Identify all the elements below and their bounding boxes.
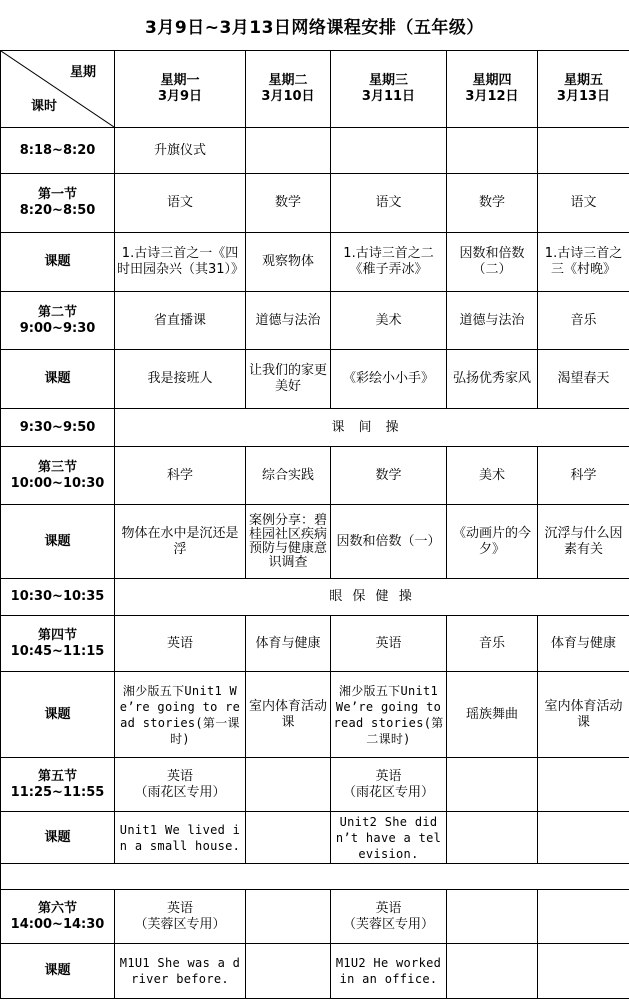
- topic-cell: 室内体育活动课: [538, 672, 629, 758]
- subject-cell: [331, 890, 447, 944]
- subject-cell: 省直播课: [115, 292, 246, 350]
- schedule-table: [0, 50, 629, 999]
- topic-cell: Unit2 She didn’t have a television.: [331, 812, 447, 864]
- day-date: 3月9日: [157, 89, 203, 104]
- subject-cell: 数学: [246, 174, 331, 233]
- period-time: 10:00~10:30: [10, 475, 105, 491]
- day-date: 3月12日: [465, 89, 519, 104]
- district-note: （芙蓉区专用）: [134, 916, 226, 932]
- period-2-topic-row: [1, 350, 629, 409]
- topic-cell: 让我们的家更美好: [246, 350, 331, 409]
- day-date: 3月13日: [556, 89, 611, 104]
- subject-cell: 科学: [538, 447, 629, 505]
- empty-cell: [331, 128, 447, 174]
- period-2-label: [1, 292, 115, 350]
- period-6-label: [1, 890, 115, 944]
- period-5-row: [1, 758, 629, 812]
- break-time: 10:30~10:35: [1, 579, 115, 616]
- empty-cell: [538, 758, 629, 812]
- topic-label: 课题: [1, 505, 115, 579]
- topic-cell: 因数和倍数（二）: [447, 233, 538, 292]
- subject-cell: 体育与健康: [246, 616, 331, 672]
- period-6-row: [1, 890, 629, 944]
- subject-name: 英语: [375, 900, 402, 916]
- day-header-fri: [538, 51, 629, 128]
- corner-cell: [1, 51, 115, 128]
- topic-cell: 观察物体: [246, 233, 331, 292]
- topic-label: 课题: [1, 672, 115, 758]
- period-3-topic-row: [1, 505, 629, 579]
- topic-cell: M1U1 She was a driver before.: [115, 944, 246, 999]
- period-4-label: [1, 616, 115, 672]
- period-name: 第六节: [37, 900, 77, 916]
- empty-cell: [538, 944, 629, 999]
- empty-cell: [1, 864, 629, 890]
- subject-cell: [115, 758, 246, 812]
- period-4-topic-row: [1, 672, 629, 758]
- day-name: 星期一: [160, 73, 200, 88]
- subject-cell: 英语: [331, 616, 447, 672]
- break-time: 9:30~9:50: [1, 409, 115, 447]
- day-header-wed: [331, 51, 447, 128]
- topic-cell: 沉浮与什么因素有关: [538, 505, 629, 579]
- period-5-label: [1, 758, 115, 812]
- subject-cell: 道德与法治: [246, 292, 331, 350]
- subject-cell: 语文: [331, 174, 447, 233]
- topic-cell: 1.古诗三首之二《稚子弄冰》: [331, 233, 447, 292]
- subject-cell: 美术: [331, 292, 447, 350]
- empty-cell: [246, 758, 331, 812]
- topic-cell: 湘少版五下Unit1 We’re going to read stories(第二课时): [331, 672, 447, 758]
- empty-cell: [538, 890, 629, 944]
- subject-cell: 道德与法治: [447, 292, 538, 350]
- morning-row: [1, 128, 629, 174]
- topic-cell: 我是接班人: [115, 350, 246, 409]
- page-title: 3月9日~3月13日网络课程安排（五年级）: [145, 17, 484, 38]
- day-name: 星期五: [563, 73, 603, 88]
- empty-cell: [447, 812, 538, 864]
- topic-cell: 湘少版五下Unit1 We’re going to read stories(第一课时): [115, 672, 246, 758]
- topic-cell: 1.古诗三首之三《村晚》: [538, 233, 629, 292]
- spacer-row: [1, 864, 629, 890]
- period-1-row: [1, 174, 629, 233]
- subject-cell: 综合实践: [246, 447, 331, 505]
- break-text: 课间操: [115, 409, 629, 447]
- subject-cell: [115, 890, 246, 944]
- subject-name: 英语: [375, 768, 402, 784]
- day-header-tue: [246, 51, 331, 128]
- break-row: [1, 409, 629, 447]
- diagonal-divider: [1, 51, 114, 127]
- district-note: （雨花区专用）: [134, 784, 226, 800]
- morning-time: 8:18~8:20: [1, 128, 115, 174]
- day-date: 3月11日: [361, 89, 416, 104]
- header-row: [1, 51, 629, 128]
- period-time: 10:45~11:15: [10, 643, 105, 659]
- topic-label: 课题: [1, 233, 115, 292]
- subject-name: 英语: [166, 768, 193, 784]
- topic-cell: 《彩绘小小手》: [331, 350, 447, 409]
- topic-cell: 瑶族舞曲: [447, 672, 538, 758]
- corner-period-label: 课时: [31, 99, 58, 114]
- day-header-mon: [115, 51, 246, 128]
- period-1-topic-row: [1, 233, 629, 292]
- subject-cell: 科学: [115, 447, 246, 505]
- day-name: 星期三: [368, 73, 408, 88]
- period-time: 8:20~8:50: [19, 203, 96, 218]
- day-name: 星期二: [268, 73, 308, 88]
- period-name: 第二节: [37, 304, 77, 320]
- district-note: （雨花区专用）: [342, 784, 434, 800]
- topic-cell: M1U2 He worked in an office.: [331, 944, 447, 999]
- topic-cell: 1.古诗三首之一《四时田园杂兴（其31）》: [115, 233, 246, 292]
- empty-cell: [246, 890, 331, 944]
- day-header-thu: [447, 51, 538, 128]
- subject-cell: 语文: [538, 174, 629, 233]
- period-1-label: [1, 174, 115, 233]
- period-name: 第一节: [37, 187, 77, 202]
- period-name: 第四节: [37, 627, 77, 643]
- period-3-label: [1, 447, 115, 505]
- subject-cell: 数学: [331, 447, 447, 505]
- subject-cell: [331, 758, 447, 812]
- empty-cell: [447, 890, 538, 944]
- subject-cell: 数学: [447, 174, 538, 233]
- topic-cell: 因数和倍数（一）: [331, 505, 447, 579]
- topic-cell: Unit1 We lived in a small house.: [115, 812, 246, 864]
- period-time: 14:00~14:30: [10, 916, 105, 932]
- empty-cell: [246, 944, 331, 999]
- topic-cell: 案例分享：碧桂园社区疾病预防与健康意识调查: [246, 505, 331, 579]
- subject-cell: 英语: [115, 616, 246, 672]
- topic-cell: 渴望春天: [538, 350, 629, 409]
- topic-label: 课题: [1, 350, 115, 409]
- topic-cell: 弘扬优秀家风: [447, 350, 538, 409]
- empty-cell: [538, 812, 629, 864]
- empty-cell: [447, 758, 538, 812]
- period-5-topic-row: [1, 812, 629, 864]
- period-4-row: [1, 616, 629, 672]
- day-name: 星期四: [472, 73, 512, 88]
- period-time: 9:00~9:30: [19, 320, 96, 336]
- period-time: 11:25~11:55: [10, 784, 105, 800]
- subject-name: 英语: [166, 900, 193, 916]
- empty-cell: [447, 944, 538, 999]
- empty-cell: [447, 128, 538, 174]
- topic-label: 课题: [1, 944, 115, 999]
- subject-cell: 语文: [115, 174, 246, 233]
- subject-cell: 音乐: [447, 616, 538, 672]
- break-text: 眼 保 健 操: [115, 579, 629, 616]
- corner-weekday-label: 星期: [69, 65, 96, 80]
- district-note: （芙蓉区专用）: [342, 916, 434, 932]
- empty-cell: [538, 128, 629, 174]
- topic-cell: 室内体育活动课: [246, 672, 331, 758]
- topic-cell: 物体在水中是沉还是浮: [115, 505, 246, 579]
- subject-cell: 美术: [447, 447, 538, 505]
- morning-mon: 升旗仪式: [115, 128, 246, 174]
- period-3-row: [1, 447, 629, 505]
- empty-cell: [246, 128, 331, 174]
- empty-cell: [246, 812, 331, 864]
- subject-cell: 体育与健康: [538, 616, 629, 672]
- topic-label: 课题: [1, 812, 115, 864]
- day-date: 3月10日: [261, 89, 315, 104]
- period-name: 第三节: [37, 459, 77, 475]
- topic-cell: 《动画片的今夕》: [447, 505, 538, 579]
- period-2-row: [1, 292, 629, 350]
- period-name: 第五节: [37, 768, 77, 784]
- subject-cell: 音乐: [538, 292, 629, 350]
- eye-exercise-row: [1, 579, 629, 616]
- period-6-topic-row: [1, 944, 629, 999]
